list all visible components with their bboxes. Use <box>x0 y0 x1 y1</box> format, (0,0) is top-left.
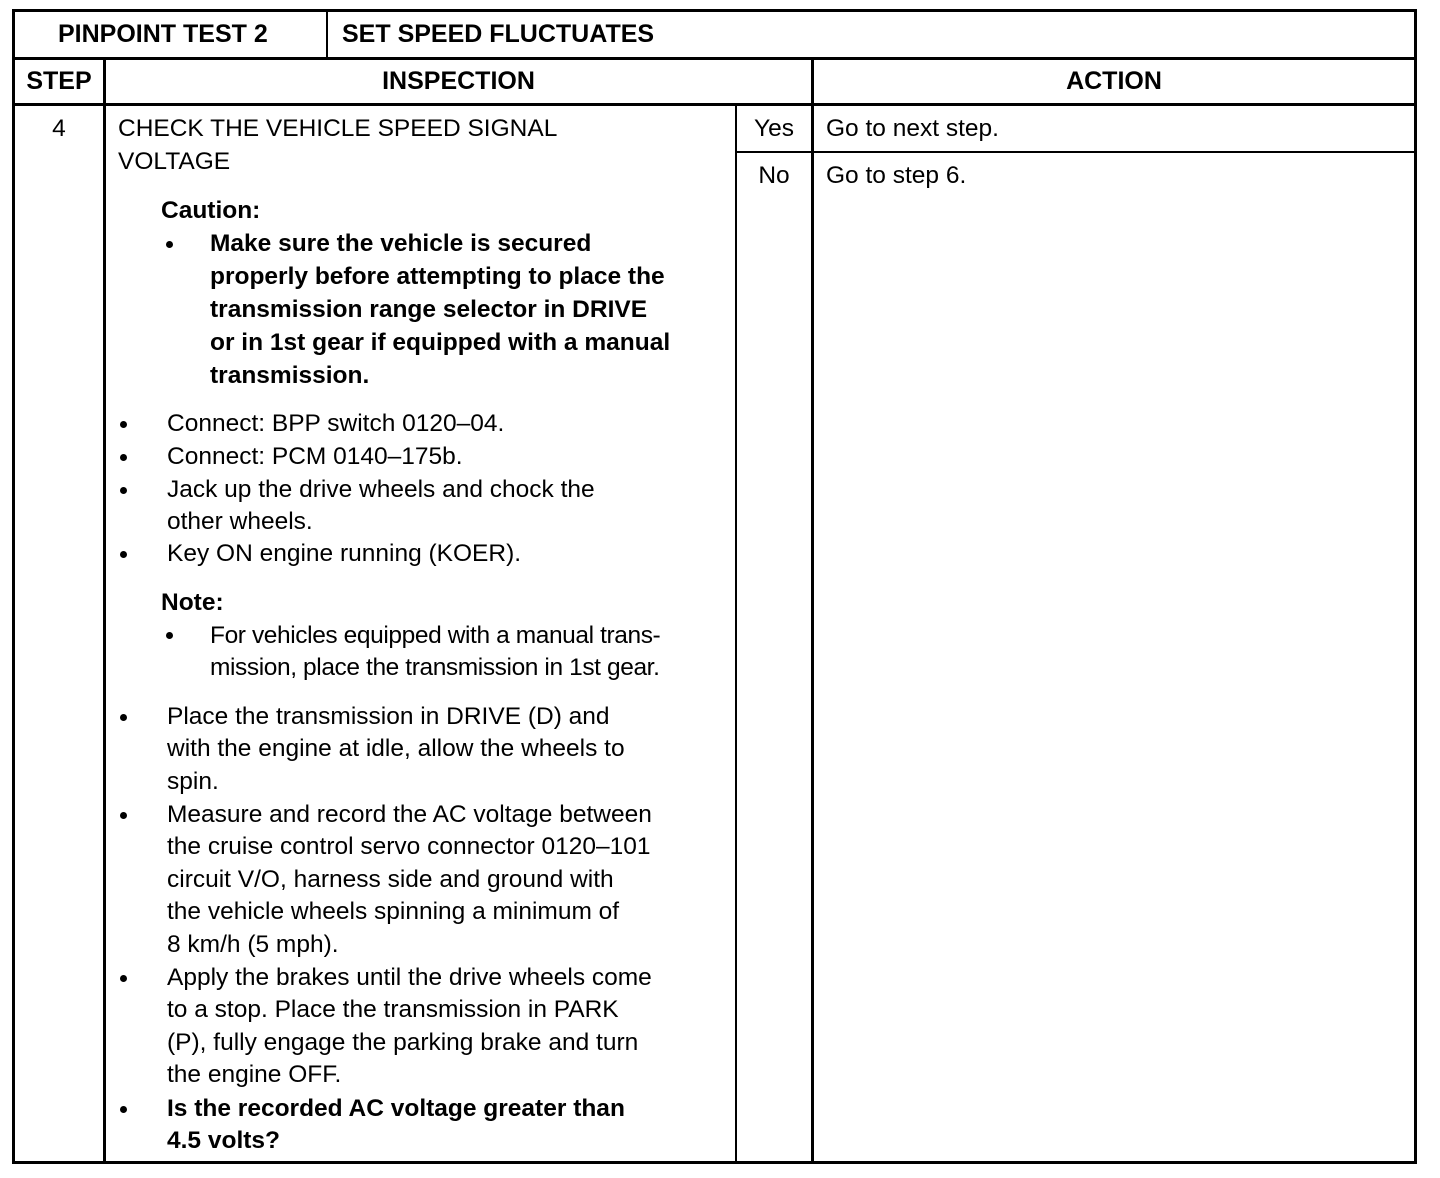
note-label: Note: <box>161 589 224 616</box>
procedure-line: with the engine at idle, allow the wheels to <box>167 735 625 762</box>
bullet-icon <box>120 421 127 428</box>
bullet-icon <box>166 241 173 248</box>
rule-below-title <box>12 57 1417 60</box>
column-header-action: ACTION <box>1066 67 1162 95</box>
column-header-step: STEP <box>26 67 92 95</box>
test-title: SET SPEED FLUCTUATES <box>342 20 655 48</box>
divider-step <box>103 57 106 1164</box>
note-text-line: For vehicles equipped with a manual trans- <box>210 622 661 649</box>
question-line: Is the recorded AC voltage greater than <box>167 1095 625 1122</box>
answer-no-label: No <box>758 162 790 189</box>
caution-text-line: Make sure the vehicle is secured <box>210 230 592 257</box>
border-left <box>12 9 15 1164</box>
bullet-icon <box>120 975 127 982</box>
column-header-inspection: INSPECTION <box>382 67 535 95</box>
bullet-icon <box>120 487 127 494</box>
inspection-title-line: CHECK THE VEHICLE SPEED SIGNAL <box>118 115 558 142</box>
answer-yes-label: Yes <box>754 115 794 142</box>
procedure-line: Apply the brakes until the drive wheels come <box>167 964 652 991</box>
bullet-icon <box>166 632 173 639</box>
border-bottom <box>12 1161 1417 1164</box>
rule-below-headers <box>12 103 1417 106</box>
procedure-line: Connect: PCM 0140–175b. <box>167 443 463 470</box>
question-line: 4.5 volts? <box>167 1127 281 1154</box>
procedure-line: Key ON engine running (KOER). <box>167 540 522 567</box>
caution-text-line: or in 1st gear if equipped with a manual <box>210 329 671 356</box>
answer-yes-action: Go to next step. <box>826 115 999 142</box>
bullet-icon <box>120 812 127 819</box>
test-label: PINPOINT TEST 2 <box>58 20 268 48</box>
caution-text-line: transmission range selector in DRIVE <box>210 296 648 323</box>
procedure-line: 8 km/h (5 mph). <box>167 931 339 958</box>
procedure-line: other wheels. <box>167 508 313 535</box>
divider-answer <box>735 103 737 1164</box>
procedure-line: Connect: BPP switch 0120–04. <box>167 410 505 437</box>
procedure-line: circuit V/O, harness side and ground with <box>167 866 614 893</box>
rule-yes-no <box>735 151 1417 153</box>
procedure-line: spin. <box>167 768 219 795</box>
border-right <box>1414 9 1417 1164</box>
caution-text-line: properly before attempting to place the <box>210 263 665 290</box>
bullet-icon <box>120 454 127 461</box>
note-text-line: mission, place the transmission in 1st gear. <box>210 654 660 681</box>
answer-no-action: Go to step 6. <box>826 162 967 189</box>
procedure-line: the engine OFF. <box>167 1061 342 1088</box>
caution-text-line: transmission. <box>210 362 370 389</box>
procedure-line: Jack up the drive wheels and chock the <box>167 476 595 503</box>
bullet-icon <box>120 551 127 558</box>
divider-action <box>811 57 814 1164</box>
bullet-icon <box>120 714 127 721</box>
caution-label: Caution: <box>161 197 261 224</box>
border-top <box>12 9 1417 12</box>
procedure-line: the vehicle wheels spinning a minimum of <box>167 898 620 925</box>
procedure-line: to a stop. Place the transmission in PARK <box>167 996 619 1023</box>
procedure-line: the cruise control servo connector 0120–101 <box>167 833 651 860</box>
inspection-title-line: VOLTAGE <box>118 148 231 175</box>
procedure-line: Place the transmission in DRIVE (D) and <box>167 703 610 730</box>
step-number: 4 <box>52 115 66 142</box>
procedure-line: Measure and record the AC voltage between <box>167 801 652 828</box>
procedure-line: (P), fully engage the parking brake and turn <box>167 1029 639 1056</box>
bullet-icon <box>120 1106 127 1113</box>
divider-title <box>326 9 328 59</box>
